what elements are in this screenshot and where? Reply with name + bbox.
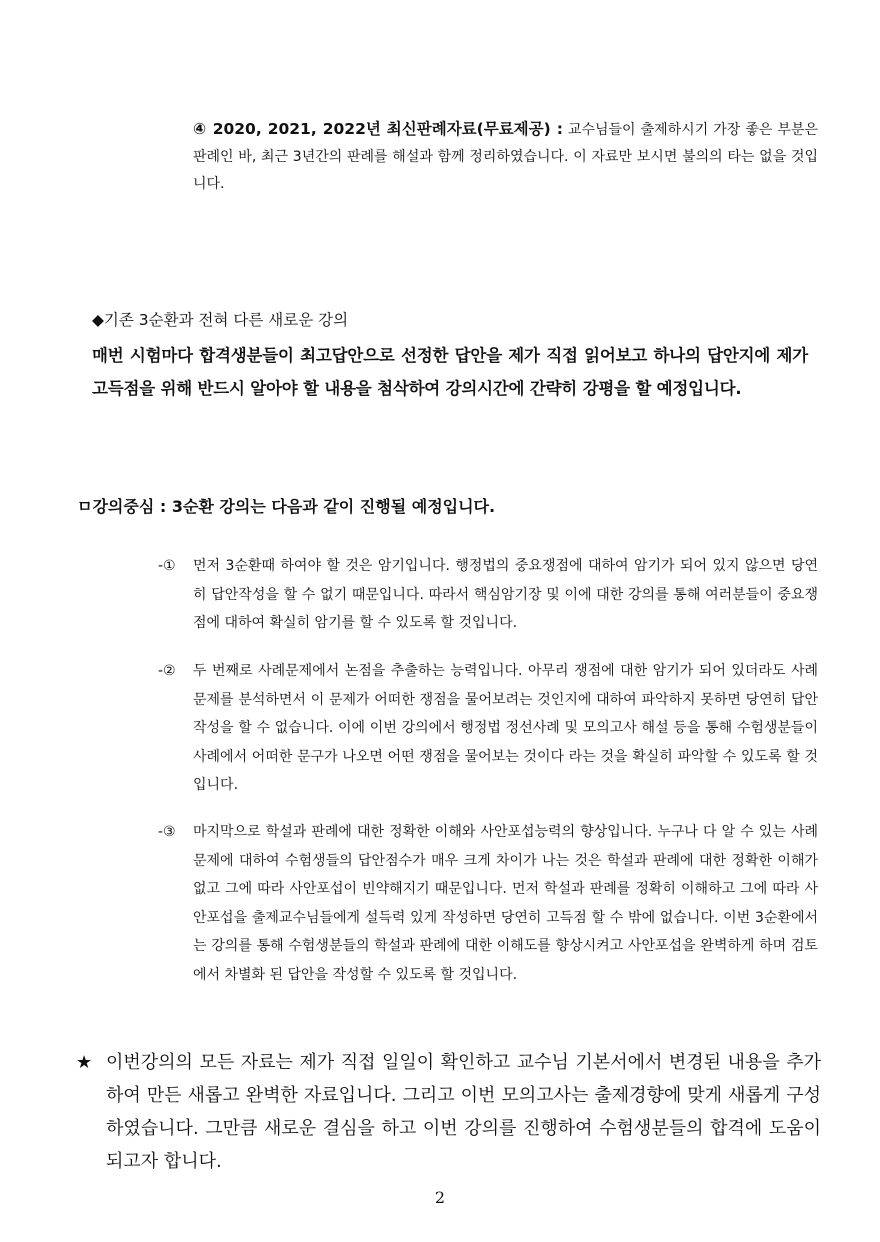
page-number: 2	[434, 1188, 446, 1207]
focus-step-2	[158, 657, 818, 800]
new-lecture-body: 매번 시험마다 합격생분들이 최고답안으로 선정한 답안을 제가 직접 읽어보고 하나의 답안지에 제가 고득점을 위해 반드시 알아야 할 내용을 첨삭하여 강의시간에 간략히 강평을 할 예정입니다.	[92, 346, 808, 398]
step-number: -②	[158, 663, 176, 679]
step-text: 마지막으로 학설과 판례에 대한 정확한 이해와 사안포섭능력의 향상입니다. 누구나 다 알 수 있는 사례문제에 대하여 수험생들의 답안점수가 매우 크게 차이가 나는 것은 학설과 판례에 대한 정확한 이해가 없고 그에 따라 사안포섭이 빈약해지기 때문입니다. 먼저 학설과 판례를 정확히 이해하고 그에 따라 사안포섭을 출제교수님들에게 설득력 있게 작성하면 당연히 고득점 할 수 밖에 없습니다. 이번 3순환에서는 강의를 통해 수험생분들의 학설과 판례에 대한 이해도를 향상시켜고 사안포섭을 완벽하게 하며 검토에서 차별화 된 답안을 작성할 수 있도록 할 것입니다.	[193, 824, 818, 983]
closing-note	[76, 1046, 821, 1178]
item-4-lead: ④ 2020, 2021, 2022년 최신판례자료(무료제공) :	[193, 120, 563, 138]
item-4-free-case-materials	[193, 116, 818, 198]
step-number: -①	[158, 558, 176, 574]
step-text: 두 번째로 사례문제에서 논점을 추출하는 능력입니다. 아무리 쟁점에 대한 암기가 되어 있더라도 사례문제를 분석하면서 이 문제가 어떠한 쟁점을 물어보려는 것인지에 대하여 파악하지 못하면 당연히 답안작성을 할 수 없습니다. 이에 이번 강의에서 행정법 정선사례 및 모의고사 해설 등을 통해 수험생분들이 사례에서 어떠한 문구가 나오면 어떤 쟁점을 물어보는 것이다 라는 것을 확실히 파악할 수 있도록 할 것입니다.	[193, 663, 818, 793]
closing-text: 이번강의의 모든 자료는 제가 직접 일일이 확인하고 교수님 기본서에서 변경된 내용을 추가하여 만든 새롭고 완벽한 자료입니다. 그리고 이번 모의고사는 출제경향에 맞게 새롭게 구성하였습니다. 그만큼 새로운 결심을 하고 이번 강의를 진행하여 수험생분들의 합격에 도움이 되고자 합니다.	[106, 1052, 821, 1172]
focus-step-1	[158, 552, 818, 638]
new-lecture-heading: ◆기존 3순환과 전혀 다른 새로운 강의	[92, 311, 349, 329]
focus-step-3	[158, 818, 818, 989]
star-icon: ★	[76, 1052, 93, 1073]
step-number: -③	[158, 824, 176, 840]
item-4-text: 교수님들이 출제하시기 가장 좋은 부분은 판례인 바, 최근 3년간의 판례를 해설과 함께 정리하였습니다. 이 자료만 보시면 불의의 타는 없을 것입니다.	[193, 122, 818, 192]
step-text: 먼저 3순환때 하여야 할 것은 암기입니다. 행정법의 중요쟁점에 대하여 암기가 되어 있지 않으면 당연히 답안작성을 할 수 없기 때문입니다. 따라서 핵심암기장 및 이에 대한 강의를 통해 여러분들이 중요쟁점에 대하여 확실히 암기를 할 수 있도록 할 것입니다.	[193, 558, 818, 631]
lecture-focus-heading: ㅁ강의중심 : 3순환 강의는 다음과 같이 진행될 예정입니다.	[77, 497, 496, 516]
